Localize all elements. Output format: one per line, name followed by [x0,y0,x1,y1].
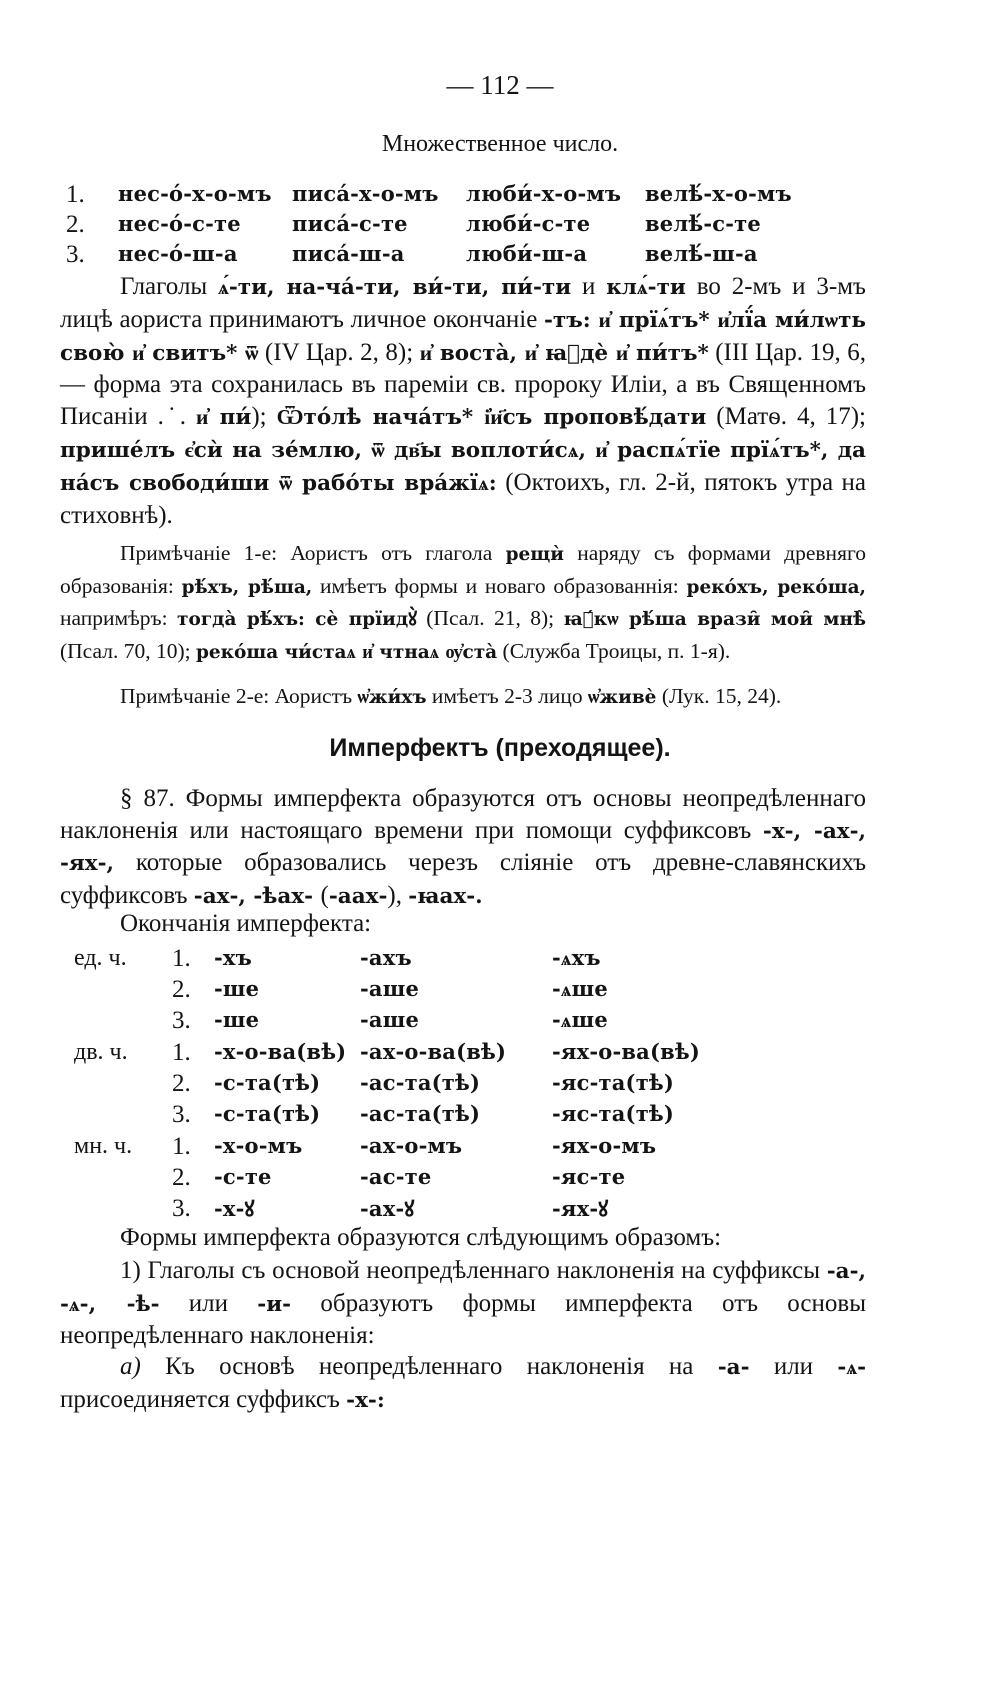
note-2: Примѣчаніе 2-е: Аористъ ѡ҆жи́хъ имѣетъ 2-3 лицо ѡ҆живѐ (Лук. 15, 24). [120,684,782,708]
book-page: — 112 — Множественное число. 1. нес-ó-х-о-мъ писá-х-о-мъ люби́-х-о-мъ велѣ́-х-о-мъ 2. нес-ó-с-те писá-с-те люби́-с-те велѣ́-с-те 3. нес-ó-ш-а писá-ш-а люби́-ш-а велѣ́-ш-а Глаголы ѧ́-ти, на-чá-ти, ви́-ти, пи́-ти и клѧ́-ти во 2-мъ и 3-мъ лицѣ аориста принимаютъ личное окончаніе -тъ: и҆ прїѧ́тъ* и҆лї́а ми́лѡть свою̀ и҆ свитъ* ѿ (IV Цар. 2, 8); и҆ востà, и҆ ꙗ҆дѐ и҆ пи́тъ* (III Цар. 19, 6, — форма эта сохранилась въ пареміи св. пророку Иліи, а въ Священномъ Писаніи .˙. и҆ пи́); Ѿто́лѣ начáтъ* і҆и҃съ проповѣ́дати (Матѳ. 4, 17); пришéлъ є҆сѝ на зéмлю, ѿ дв҃ы воплоти́сѧ, и҆ распѧ́тїе прїѧ́тъ*, да нáсъ свободи́ши ѿ рабóты врáжїѧ: (Октоихъ, гл. 2-й, пятокъ утра на стиховнѣ). Примѣчаніе 1-е: Аористъ отъ глагола рещѝ наряду съ формами древняго образованія: рѣ́хъ, рѣ́ша, имѣетъ формы и новаго образованнія: рекóхъ, рекóша, напримѣръ: тогдà рѣ́хъ: сѐ прїидꙋ̀ (Псал. 21, 8); ꙗ҆́кѡ рѣ́ша врази̑ мои̑ мнѣ̀ (Псал. 70, 10); рекóша чи́стаѧ и҆ чтнаѧ ѹ҆стà (Служба Троицы, п. 1-я). Примѣчаніе 2-е: Аористъ ѡ҆жи́хъ имѣетъ 2-3 лицо ѡ҆живѐ (Лук. 15, 24). Имперфектъ (преходящее). § 87. Формы имперфекта образуются отъ основы неопредѣленнаго наклоненія или настоящаго времени при помощи суффиксовъ -х-, -ах-, -ях-, которые образовались черезъ сліяніе отъ древне-славянскихъ суффиксовъ -ах-, -ѣах- (-аах-), -ꙗах-. Окончанія имперфекта: ед. ч. 1. -хъ -ахъ -ѧхъ 2. -ше -аше -ѧше 3. -ше -аше -ѧше дв. ч. 1. -х-о-ва(вѣ) -ах-о-ва(вѣ) -ях-о-ва(вѣ) 2. -с-та(тѣ) -ас-та(тѣ) -яс-та(тѣ) 3. -с-та(тѣ) -ас-та(тѣ) -яс-та(тѣ) мн. ч. 1. -х-о-мъ -ах-о-мъ -ях-о-мъ 2. -с-те -ас-те -яс-те 3. -х-ꙋ -ах-ꙋ -ях-ꙋ Формы имперфекта образуются слѣдующимъ образомъ: 1) Глаголы съ основой неопредѣленнаго наклоненія на суффиксы -а-, -ѧ-, -ѣ- или -и- образуютъ формы имперфекта отъ основы неопредѣленнаго наклоненія: а) Къ основѣ неопредѣленнаго наклоненія на -а- или -ѧ- присоединяется суффиксъ -х-: [0,0,1000,1704]
rule-a-paragraph: а) Къ основѣ неопредѣленнаго наклоненія на -а- или -ѧ- присоединяется суффиксъ -х-: [60,1353,866,1413]
note-1: Примѣчаніе 1-е: Аористъ отъ глагола рещѝ наряду съ формами древняго образованія: рѣ́хъ, рѣ́ша, имѣетъ формы и новаго образованнія: рекóхъ, рекóша, напримѣръ: тогдà рѣ́хъ: сѐ прїидꙋ̀ (Псал. 21, 8); ꙗ҆́кѡ рѣ́ша врази̑ мои̑ мнѣ̀ (Псал. 70, 10); рекóша чи́стаѧ и҆ чтнаѧ ѹ҆стà (Служба Троицы, п. 1-я). [60,541,866,663]
section-87-paragraph: § 87. Формы имперфекта образуются отъ основы неопредѣленнаго наклоненія или настоящаго времени при помощи суффиксовъ -х-, -ах-, -ях-, которые образовались черезъ сліяніе отъ древне-славянскихъ суффиксовъ -ах-, -ѣах- (-аах-), -ꙗах-. [60,785,867,909]
imperfect-heading: Имперфектъ (преходящее). [329,734,671,762]
plural-heading: Множественное число. [381,131,619,157]
forms-line: Формы имперфекта образуются слѣдующимъ образомъ: [120,1224,722,1251]
rule-1-paragraph: 1) Глаголы съ основой неопредѣленнаго наклоненія на суффиксы -а-, -ѧ-, -ѣ- или -и- образуютъ формы имперфекта отъ основы неопредѣленнаго наклоненія: [60,1257,867,1349]
endings-label: Окончанія имперфекта: [120,910,372,937]
page-number: — 112 — [446,70,554,100]
aorist-paragraph: Глаголы ѧ́-ти, на-чá-ти, ви́-ти, пи́-ти и клѧ́-ти во 2-мъ и 3-мъ лицѣ аориста принимаютъ личное окончаніе -тъ: и҆ прїѧ́тъ* и҆лї́а ми́лѡть свою̀ и҆ свитъ* ѿ (IV Цар. 2, 8); и҆ востà, и҆ ꙗ҆дѐ и҆ пи́тъ* (III Цар. 19, 6, — форма эта сохранилась въ пареміи св. пророку Иліи, а въ Священномъ Писаніи .˙. и҆ пи́); Ѿто́лѣ начáтъ* і҆и҃съ проповѣ́дати (Матѳ. 4, 17); пришéлъ є҆сѝ на зéмлю, ѿ дв҃ы воплоти́сѧ, и҆ распѧ́тїе прїѧ́тъ*, да нáсъ свободи́ши ѿ рабóты врáжїѧ: (Октоихъ, гл. 2-й, пятокъ утра на стиховнѣ). [60,273,867,529]
